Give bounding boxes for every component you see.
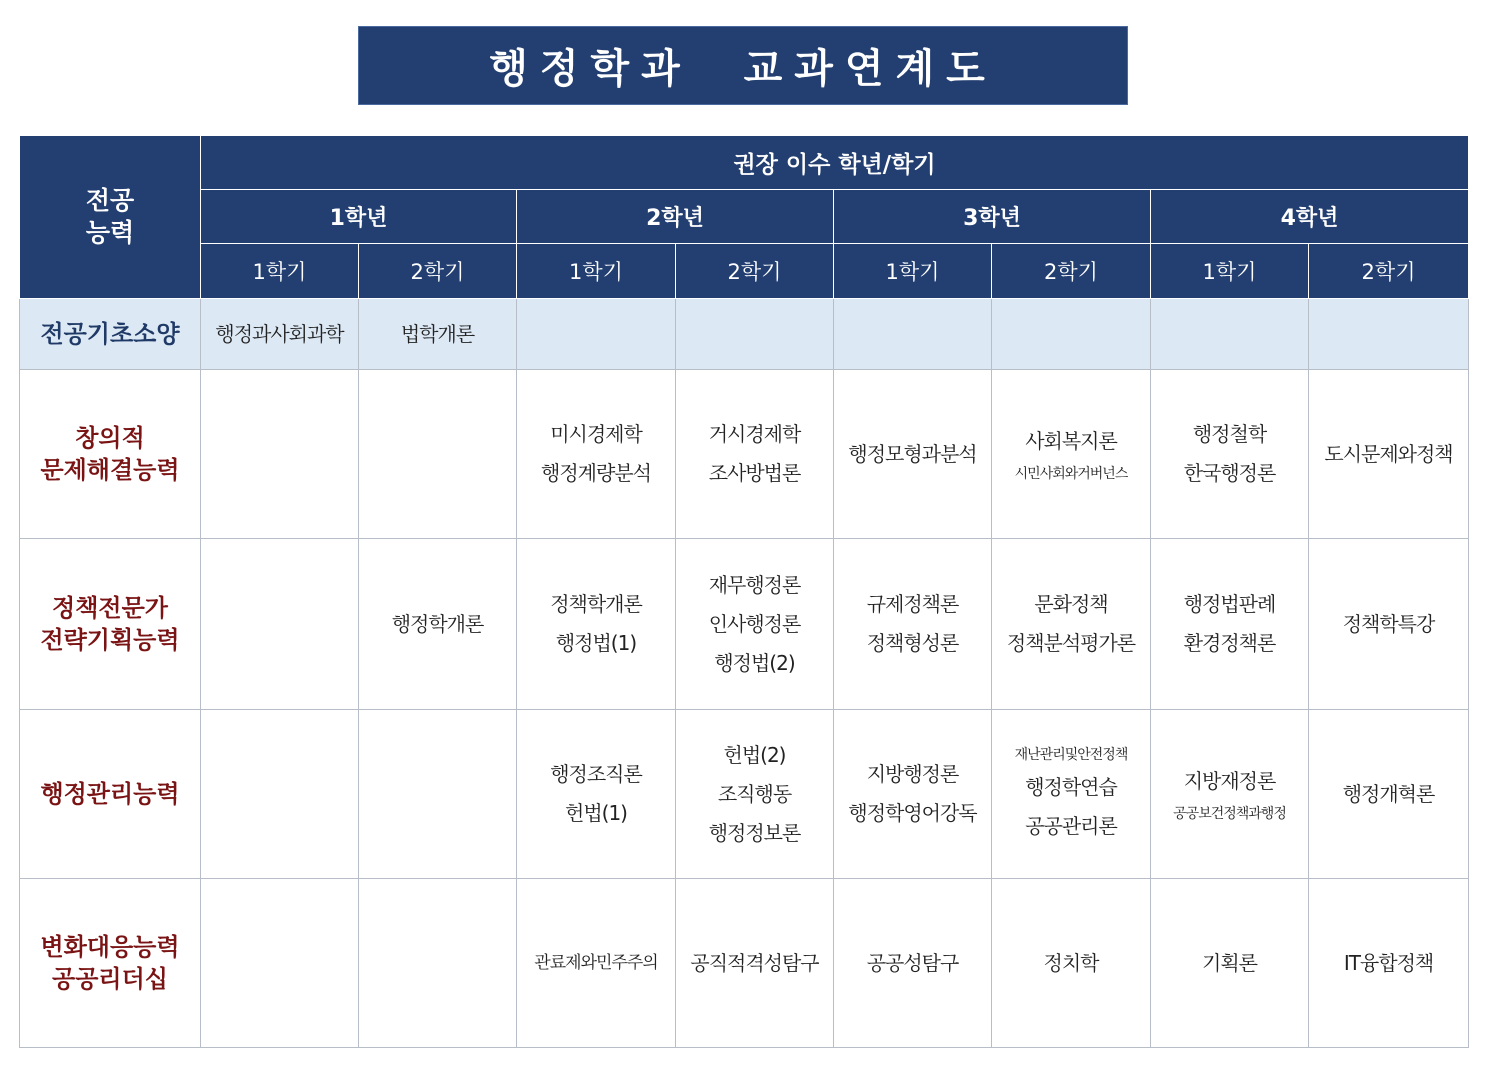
course-cell <box>359 370 517 539</box>
year-header: 4학년 <box>1151 190 1469 244</box>
course-name: 행정학연습 <box>1025 775 1117 799</box>
course-name: 행정조직론 <box>550 762 642 786</box>
semester-header: 2학기 <box>1309 244 1469 299</box>
recommended-header: 권장 이수 학년/학기 <box>201 136 1469 190</box>
course-cell <box>517 539 676 710</box>
course-cell <box>201 539 359 710</box>
course-cell <box>834 710 992 879</box>
semester-header: 1학기 <box>201 244 359 299</box>
course-name: 기획론 <box>1202 950 1257 975</box>
competency-label <box>20 370 201 539</box>
course-cell <box>201 879 359 1048</box>
course-name: 행정법(2) <box>714 650 795 675</box>
course-cell <box>1151 539 1309 710</box>
course-name: 행정학개론 <box>391 611 484 636</box>
course-name: 헌법(2) <box>723 742 786 767</box>
course-cell <box>676 710 834 879</box>
competency-row <box>20 299 1469 370</box>
course-name: 정책형성론 <box>866 631 959 655</box>
course-cell <box>517 299 676 370</box>
course-cell <box>992 710 1151 879</box>
course-name: 지방행정론 <box>866 762 959 786</box>
course-name: 지방재정론 <box>1183 768 1276 793</box>
course-name: 공공성탐구 <box>866 950 959 975</box>
competency-label <box>20 539 201 710</box>
course-cell <box>992 370 1151 539</box>
course-cell <box>1151 299 1309 370</box>
course-name: 정책학특강 <box>1342 611 1435 636</box>
competency-label-line: 공공리더십 <box>52 965 168 993</box>
course-name: 시민사회와거버넌스 <box>1014 465 1128 482</box>
semester-header: 1학기 <box>834 244 992 299</box>
course-name: 행정정보론 <box>708 820 801 845</box>
course-cell <box>676 879 834 1048</box>
competency-label-line: 창의적 <box>75 424 145 452</box>
course-name: 정치학 <box>1043 950 1099 975</box>
course-cell <box>834 299 992 370</box>
course-name: 공공관리론 <box>1025 814 1117 838</box>
semester-header: 1학기 <box>517 244 676 299</box>
course-cell <box>517 879 676 1048</box>
course-cell <box>1309 539 1469 710</box>
course-name: 미시경제학 <box>550 422 642 446</box>
semester-header: 2학기 <box>992 244 1151 299</box>
competency-label-line: 문제해결능력 <box>40 456 180 484</box>
header-row-top <box>20 136 1469 190</box>
competency-row <box>20 710 1469 879</box>
course-name: 행정학영어강독 <box>848 801 977 825</box>
course-cell <box>1151 370 1309 539</box>
course-name: 환경정책론 <box>1183 631 1276 655</box>
year-header: 2학년 <box>517 190 834 244</box>
year-header: 1학년 <box>201 190 517 244</box>
title-banner <box>358 26 1128 105</box>
course-name: 정책학개론 <box>550 592 642 616</box>
course-cell <box>992 539 1151 710</box>
competency-label-line: 전략기획능력 <box>40 626 180 654</box>
course-name: IT융합정책 <box>1343 950 1434 975</box>
course-name: 법학개론 <box>400 321 475 346</box>
course-name: 헌법(1) <box>565 801 627 825</box>
course-name: 규제정책론 <box>866 592 959 616</box>
course-cell <box>359 539 517 710</box>
course-name: 조직행동 <box>717 781 792 806</box>
course-name: 거시경제학 <box>708 422 801 446</box>
header-row-years <box>20 190 1469 244</box>
course-name: 공공보건정책과행정 <box>1173 805 1286 822</box>
course-cell <box>1309 370 1469 539</box>
course-cell <box>992 879 1151 1048</box>
course-name: 문화정책 <box>1034 592 1108 616</box>
course-cell <box>676 370 834 539</box>
course-name: 공직적격성탐구 <box>690 950 819 975</box>
course-name: 행정법판례 <box>1183 592 1276 616</box>
course-name: 관료제와민주주의 <box>534 952 658 973</box>
course-name: 한국행정론 <box>1183 461 1276 485</box>
course-cell <box>1151 879 1309 1048</box>
course-cell <box>201 299 359 370</box>
course-cell <box>676 299 834 370</box>
competency-label <box>20 299 201 370</box>
competency-label-line: 정책전문가 <box>52 594 168 622</box>
competency-row <box>20 879 1469 1048</box>
competency-label-line: 전공기초소양 <box>40 320 180 348</box>
curriculum-table <box>19 135 1469 1048</box>
course-cell <box>1309 299 1469 370</box>
course-cell <box>676 539 834 710</box>
course-cell <box>517 370 676 539</box>
course-cell <box>517 710 676 879</box>
competency-label <box>20 710 201 879</box>
course-name: 행정과사회과학 <box>215 321 344 346</box>
year-header: 3학년 <box>834 190 1151 244</box>
competency-header-label: 전공 능력 <box>85 186 135 247</box>
course-cell <box>359 299 517 370</box>
course-name: 도시문제와정책 <box>1324 441 1453 466</box>
course-name: 인사행정론 <box>708 611 801 636</box>
course-name: 재무행정론 <box>708 572 801 597</box>
semester-header: 1학기 <box>1151 244 1309 299</box>
semester-header: 2학기 <box>676 244 834 299</box>
competency-label-line: 행정관리능력 <box>40 780 180 808</box>
semester-header: 2학기 <box>359 244 517 299</box>
competency-label-line: 변화대응능력 <box>40 933 180 961</box>
course-cell <box>992 299 1151 370</box>
course-cell <box>1309 879 1469 1048</box>
course-name: 행정계량분석 <box>541 461 651 485</box>
course-name: 재난관리및안전정책 <box>1014 747 1128 763</box>
header-row-semesters <box>20 244 1469 299</box>
course-cell <box>1309 710 1469 879</box>
competency-header <box>20 136 201 299</box>
page-title: 행정학과 교과연계도 <box>489 46 997 92</box>
course-cell <box>201 370 359 539</box>
course-name: 행정모형과분석 <box>848 441 977 466</box>
course-cell <box>201 710 359 879</box>
course-name: 행정개혁론 <box>1342 781 1435 806</box>
course-name: 행정법(1) <box>555 631 637 655</box>
course-name: 사회복지론 <box>1025 428 1117 453</box>
competency-row <box>20 539 1469 710</box>
course-name: 행정철학 <box>1192 422 1267 446</box>
course-cell <box>359 879 517 1048</box>
course-cell <box>1151 710 1309 879</box>
course-cell <box>834 539 992 710</box>
course-cell <box>834 370 992 539</box>
course-cell <box>834 879 992 1048</box>
competency-row <box>20 370 1469 539</box>
competency-label <box>20 879 201 1048</box>
course-cell <box>359 710 517 879</box>
course-name: 조사방법론 <box>708 461 801 485</box>
course-name: 정책분석평가론 <box>1006 631 1136 655</box>
